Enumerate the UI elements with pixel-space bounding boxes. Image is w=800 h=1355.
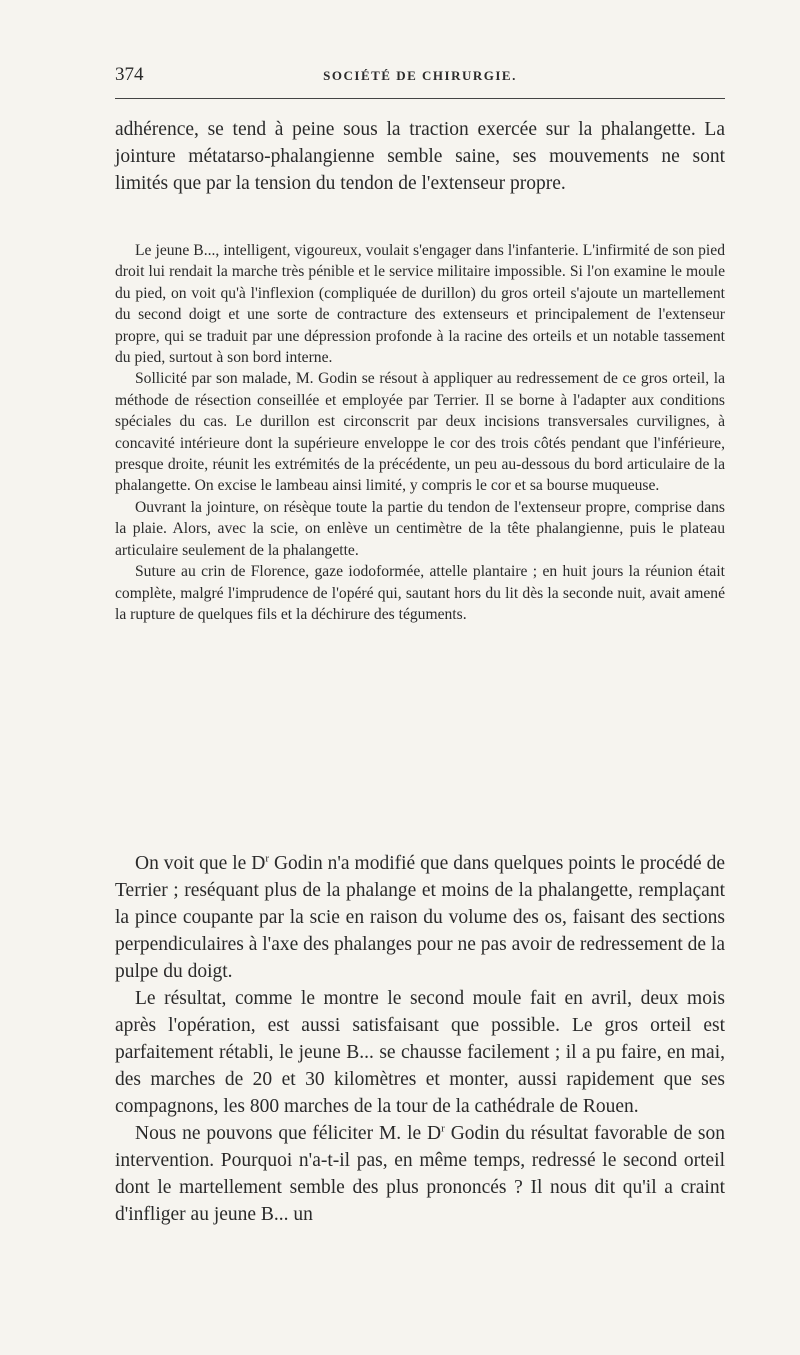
running-title: SOCIÉTÉ DE CHIRURGIE.: [323, 68, 517, 83]
text-block-case-report: [115, 240, 725, 625]
paragraph-comparison: On voit que le $D^r$ Godin n'a modifié que dans quelques points le procédé de Terrier ; reséquant plus de la phalange et moins de la phalangette, remplaçant la pince coupante par la scie en raison du volume des os, faisant des sections perpendiculaires à l'axe des phalanges pour ne pas avoir de redressement de la pulpe du doigt.: [115, 852, 725, 982]
paragraph-conclusion: Nous ne pouvons que féliciter M. le $D^r$ Godin du résultat favorable de son intervention. Pourquoi n'a-t-il pas, en même temps, redressé le second orteil dont le martellement semble des plus prononcés ? Il nous dit qu'il a craint d'infliger au jeune B... un: [115, 1122, 725, 1225]
paragraph-continued: adhérence, se tend à peine sous la traction exercée sur la phalangette. La jointure métatarso-phalangienne semble saine, ses mouvements ne sont limités que par la tension du tendon de l'extenseur propre.: [115, 119, 725, 194]
paragraph-result: Le résultat, comme le montre le second moule fait en avril, deux mois après l'opération, est aussi satisfaisant que possible. Le gros orteil est parfaitement rétabli, le jeune B... se chausse facilement ; il a pu faire, en mai, des marches de 20 et 30 kilomètres et monter, aussi rapidement que ses compagnons, les 800 marches de la tour de la cathédrale de Rouen.: [115, 988, 725, 1117]
paragraph-suture: Suture au crin de Florence, gaze iodoformée, attelle plantaire ; en huit jours la réunion était complète, malgré l'imprudence de l'opéré qui, sautant hors du lit dès la seconde nuit, avait amené la rupture de quelques fils et la déchirure des téguments.: [115, 563, 725, 623]
page-number: 374: [115, 64, 144, 85]
text-block-commentary: [115, 850, 725, 1228]
page-header: [115, 62, 725, 92]
header-rule: [115, 98, 725, 99]
paragraph-method: Sollicité par son malade, M. Godin se résout à appliquer au redressement de ce gros orteil, la méthode de résection conseillée et employée par Terrier. Il se borne à l'adapter aux conditions spéciales du cas. Le durillon est circonscrit par deux incisions transversales curvilignes, à concavité intérieure dont la supérieure enveloppe le cor des trois côtés pendant que l'inférieure, presque droite, réunit les extrémités de la précédente, un peu au-dessous du bord articulaire de la phalangette. On excise le lambeau ainsi limité, y compris le cor et sa bourse muqueuse.: [115, 370, 725, 495]
paragraph-resection: Ouvrant la jointure, on résèque toute la partie du tendon de l'extenseur propre, comprise dans la plaie. Alors, avec la scie, on enlève un centimètre de la tête phalangienne, puis le plateau articulaire seulement de la phalangette.: [115, 498, 725, 559]
paragraph-patient: Le jeune B..., intelligent, vigoureux, voulait s'engager dans l'infanterie. L'infirmité de son pied droit lui rendait la marche très pénible et le service militaire impossible. Si l'on examine le moule du pied, on voit qu'à l'inflexion (compliquée de durillon) du gros orteil s'ajoute un martellement du second doigt et une sorte de contracture des extenseurs et principalement de l'extenseur propre, qui se traduit par une dépression profonde à la racine des orteils et un notable tassement du pied, surtout à son bord interne.: [115, 242, 725, 367]
text-block-top: [115, 116, 725, 197]
